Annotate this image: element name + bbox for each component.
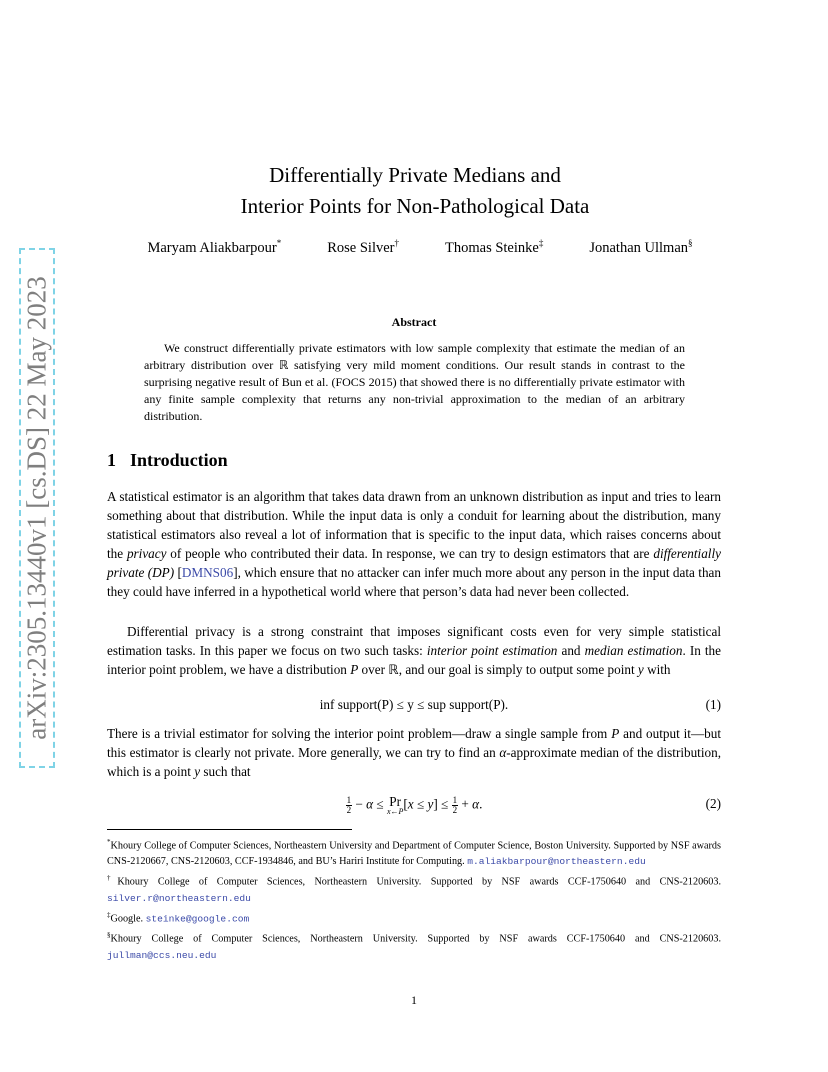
paragraph-2: Differential privacy is a strong constraint that imposes significant costs even for very simple statistical estimation tasks. In this paper we focus on two such tasks: interior point estimation and median estimation. In the interior point problem, we have a distribution P over ℝ, and our goal is simply to output some point y with (107, 624, 721, 677)
equation-1-body: inf support(P) ≤ y ≤ sup support(P). (319, 697, 509, 712)
page-number: 1 (411, 993, 417, 1007)
equation-2-body: $\frac{1}{2}$ − α ≤ Pr x←P [x ≤ y] ≤ $\frac{1}{2}$ + α. (346, 794, 483, 816)
author: Maryam Aliakbarpour* (147, 238, 282, 256)
footnote: *Khoury College of Computer Sciences, Northeastern University and Department of Computer Science, Boston University. Supported by NSF awards CNS-2120667, CNS-2120603, CCF-1934846, and BU’s Hariri Institute for Computing. m.aliakbarpour@northeastern.edu (107, 838, 721, 868)
abstract-heading: Abstract (391, 315, 437, 329)
arxiv-identifier: arXiv:2305.13440v1 [cs.DS] 22 May 2023 (21, 276, 52, 740)
email-link[interactable]: m.aliakbarpour@northeastern.edu (467, 856, 646, 868)
footnote-divider (107, 829, 352, 830)
email-link[interactable]: jullman@ccs.neu.edu (107, 949, 217, 961)
title-line-1: Differentially Private Medians and (269, 163, 561, 187)
paper-title (120, 160, 710, 222)
author: Thomas Steinke‡ (445, 238, 544, 256)
equation-1 (107, 697, 721, 713)
section-title: Introduction (130, 450, 228, 470)
footnotes (107, 834, 721, 964)
equation-1-number: (1) (705, 697, 721, 712)
footnote: ‡Google. steinke@google.com (107, 910, 250, 925)
author-list (120, 238, 720, 257)
equation-2-number: (2) (705, 796, 721, 811)
abstract-text: We construct differentially private estimators with low sample complexity that estimate the median of an arbitrary distribution over ℝ satisfying very mild moment conditions. Our result stands in contrast to the surprising negative result of Bun et al. (FOCS 2015) that showed there is no differentially private estimator with any finite sample complexity that returns any non-trivial approximation to the median of an arbitrary distribution. (144, 341, 685, 423)
title-line-2: Interior Points for Non-Pathological Data (240, 194, 590, 218)
section-heading (107, 450, 228, 471)
footnote: †Khoury College of Computer Sciences, Northeastern University. Supported by NSF awards CCF-1750640 and CNS-2120603. silver.r@northeastern.edu (107, 874, 722, 904)
author: Jonathan Ullman§ (589, 238, 693, 256)
section-number: 1 (107, 450, 116, 470)
paragraph-1: A statistical estimator is an algorithm that takes data drawn from an unknown distribution as input and tries to learn something about that distribution. While the input data is only a conduit for learning about the distribution, many statistical estimators also reveal a lot of information that is specific to the input data, which raises concerns about the privacy of people who contributed their data. In response, we can try to design estimators that are differentially private (DP) [DMNS06], which ensure that no attacker can infer much more about any person in the input data than they could have inferred in a hypothetical world where that person’s data had never been collected. (107, 489, 721, 599)
equation-2 (107, 796, 721, 816)
email-link[interactable]: silver.r@northeastern.edu (107, 892, 251, 904)
email-link[interactable]: steinke@google.com (145, 913, 250, 925)
paragraph-3: There is a trivial estimator for solving the interior point problem—draw a single sample from P and output it—but this estimator is clearly not private. More generally, we can try to find an α-approximate median of the distribution, which is a point y such that (107, 726, 721, 779)
footnote: §Khoury College of Computer Sciences, Northeastern University. Supported by NSF awards CCF-1750640 and CNS-2120603. jullman@ccs.neu.edu (107, 931, 721, 961)
citation-link[interactable]: DMNS06 (181, 565, 234, 580)
author: Rose Silver† (327, 238, 399, 256)
